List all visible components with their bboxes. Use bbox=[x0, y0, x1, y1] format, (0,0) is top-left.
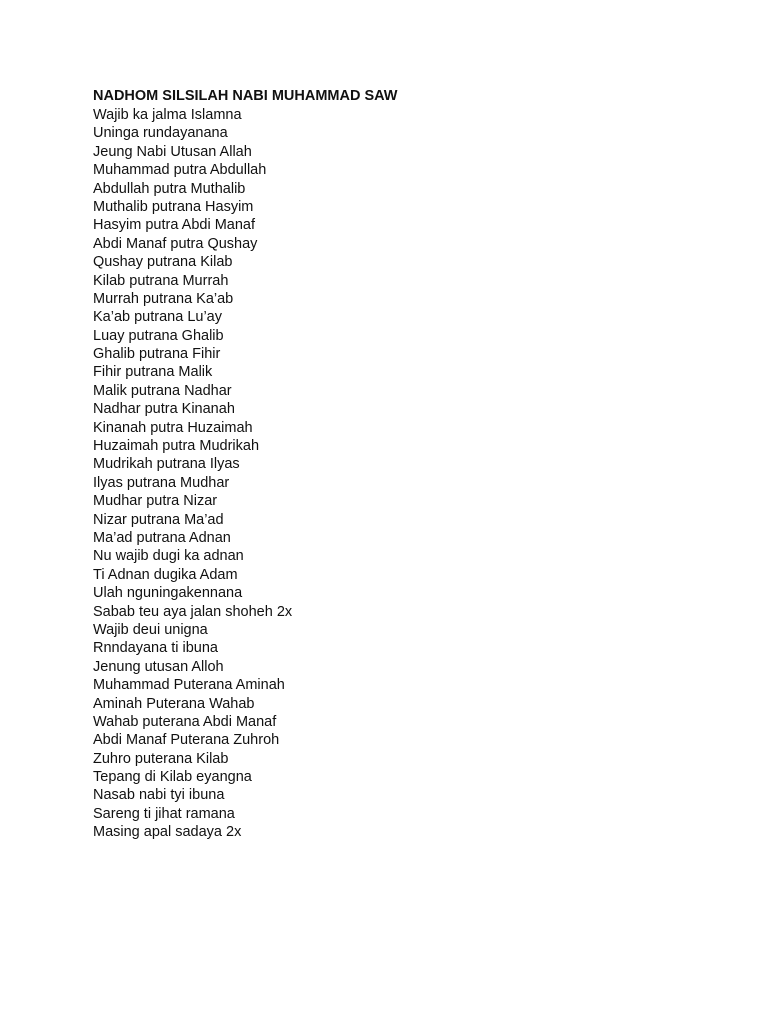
verse-line: Nadhar putra Kinanah bbox=[93, 401, 235, 418]
verse-line: Abdi Manaf Puterana Zuhroh bbox=[93, 732, 280, 749]
verse-line: Abdi Manaf putra Qushay bbox=[93, 235, 258, 252]
verse-line: Malik putrana Nadhar bbox=[93, 382, 232, 399]
document-body bbox=[93, 86, 693, 842]
verse-line: Sabab teu aya jalan shoheh 2x bbox=[93, 603, 293, 620]
verse-line: Huzaimah putra Mudrikah bbox=[93, 438, 260, 455]
verse-line: Mudrikah putrana Ilyas bbox=[93, 456, 240, 473]
verse-line: Sareng ti jihat ramana bbox=[93, 805, 235, 822]
verse-line: Kinanah putra Huzaimah bbox=[93, 419, 253, 436]
verse-line: Jenung utusan Alloh bbox=[93, 658, 224, 675]
verse-line: Luay putrana Ghalib bbox=[93, 327, 224, 344]
verse-line: Wahab puterana Abdi Manaf bbox=[93, 713, 277, 730]
verse-line: Kilab putrana Murrah bbox=[93, 272, 229, 289]
verse-line: Ka’ab putrana Lu’ay bbox=[93, 309, 222, 326]
verse-line: Nu wajib dugi ka adnan bbox=[93, 548, 244, 565]
verse-line: Tepang di Kilab eyangna bbox=[93, 769, 252, 786]
verse-line: Ti Adnan dugika Adam bbox=[93, 566, 238, 583]
verse-line: Hasyim putra Abdi Manaf bbox=[93, 217, 255, 234]
verse-line: Rnndayana ti ibuna bbox=[93, 640, 218, 657]
verse-line: Qushay putrana Kilab bbox=[93, 254, 233, 271]
verse-line: Abdullah putra Muthalib bbox=[93, 180, 246, 197]
verse-line: Fihir putrana Malik bbox=[93, 364, 213, 381]
verse-line: Nasab nabi tyi ibuna bbox=[93, 787, 225, 804]
verse-line: Mudhar putra Nizar bbox=[93, 493, 218, 510]
verse-list bbox=[93, 106, 693, 842]
verse-line: Ghalib putrana Fihir bbox=[93, 346, 221, 363]
verse-line: Nizar putrana Ma’ad bbox=[93, 511, 224, 528]
verse-line: Muhammad Puterana Aminah bbox=[93, 677, 285, 694]
verse-line: Zuhro puterana Kilab bbox=[93, 750, 229, 767]
verse-line: Wajib deui unigna bbox=[93, 621, 208, 638]
verse-line: Jeung Nabi Utusan Allah bbox=[93, 143, 252, 160]
verse-line: Uninga rundayanana bbox=[93, 125, 228, 142]
verse-line: Aminah Puterana Wahab bbox=[93, 695, 255, 712]
document-title: NADHOM SILSILAH NABI MUHAMMAD SAW bbox=[93, 88, 398, 104]
verse-line: Ma’ad putrana Adnan bbox=[93, 529, 231, 546]
verse-line: Muhammad putra Abdullah bbox=[93, 162, 267, 179]
verse-line: Ulah nguningakennana bbox=[93, 585, 243, 602]
verse-line: Murrah putrana Ka’ab bbox=[93, 290, 234, 307]
verse-line: Ilyas putrana Mudhar bbox=[93, 474, 230, 491]
verse-line: Masing apal sadaya 2x bbox=[93, 824, 242, 841]
verse-line: Wajib ka jalma Islamna bbox=[93, 107, 242, 123]
verse-line: Muthalib putrana Hasyim bbox=[93, 198, 254, 215]
